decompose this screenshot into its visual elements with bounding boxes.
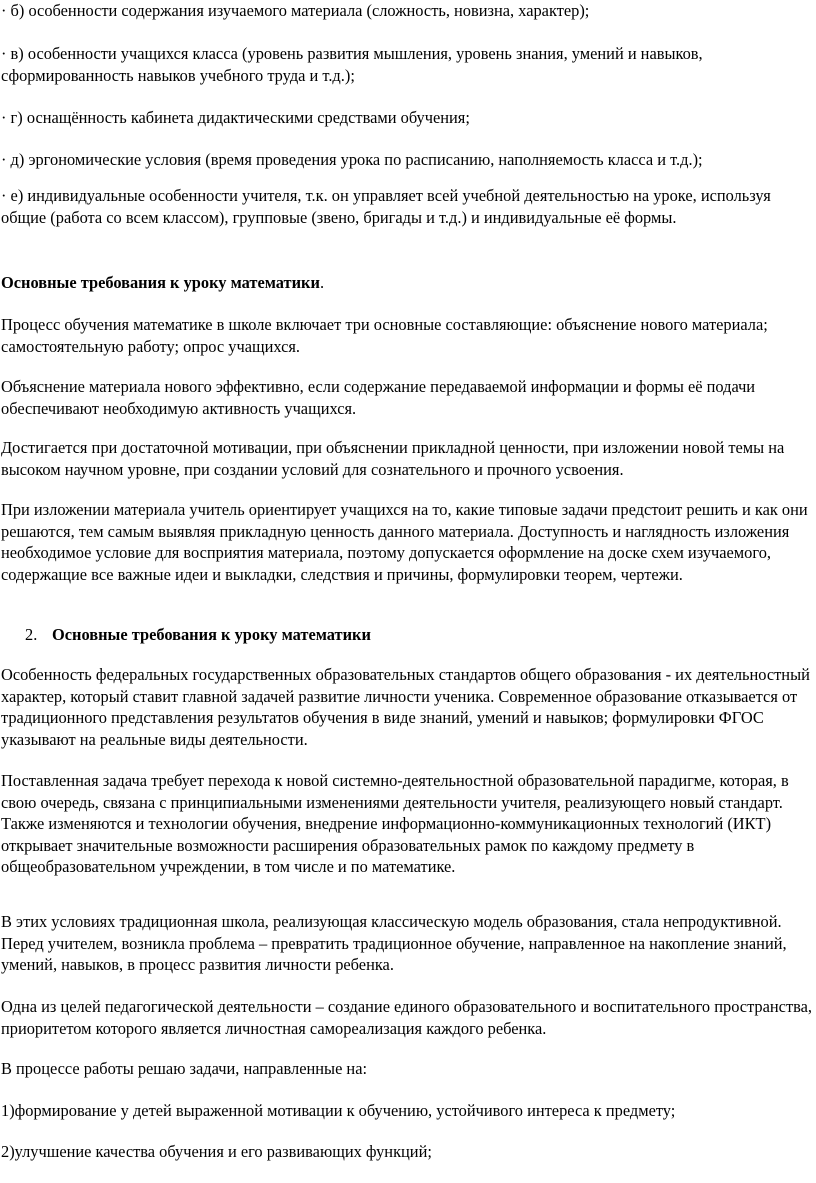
paragraph-motivation: Достигается при достаточной мотивации, при объяснении прикладной ценности, при изложении новой темы на высоком научном уровне, при создании условий для сознательного и прочного усвоения. [1, 438, 785, 479]
paragraph-explanation: Объяснение материала нового эффективно, если содержание передаваемой информации и формы её подачи обеспечивают необходимую активность учащихся. [1, 377, 756, 418]
section-heading-2-number: 2. [25, 625, 38, 644]
paragraph-pedagogical-goal: Одна из целей педагогической деятельности – создание единого образовательного и воспитательного пространства, приоритетом которого является личностная самореализация каждого ребенка. [1, 997, 813, 1038]
section-heading-2-text: Основные требования к уроку математики [52, 625, 371, 644]
list-item-v: · в) особенности учащихся класса (уровень развития мышления, уровень знания, умений и навыков, сформированность навыков учебного труда и т.д.); [1, 44, 703, 85]
section-heading-2 [25, 624, 805, 646]
task-item-1: 1)формирование у детей выраженной мотивации к обучению, устойчивого интереса к предмету; [1, 1101, 676, 1120]
section-heading-1 [1, 272, 813, 294]
task-item-2: 2)улучшение качества обучения и его развивающих функций; [1, 1142, 432, 1161]
list-item-d: · д) эргономические условия (время проведения урока по расписанию, наполняемость класса и т.д.); [1, 150, 703, 169]
list-item-b: · б) особенности содержания изучаемого материала (сложность, новизна, характер); [1, 1, 590, 20]
paragraph-paradigm: Поставленная задача требует перехода к новой системно-деятельностной образовательной парадигме, которая, в свою очередь, связана с принципиальными изменениями деятельности учителя, реализующего новый стандарт. Также изменяются и технологии обучения, внедрение информационно-коммуникационных технологий (ИКТ) открывает значительные возможности расширения образовательных рамок по каждому предмету в общеобразовательном учреждении, в том числе и по математике. [1, 771, 789, 876]
section-heading-1-period: . [319, 273, 325, 292]
list-item-g: · г) оснащённость кабинета дидактическими средствами обучения; [1, 108, 470, 127]
paragraph-process: Процесс обучения математике в школе включает три основные составляющие: объяснение нового материала; самостоятельную работу; опрос учащихся. [1, 315, 768, 356]
paragraph-tasks-intro: В процессе работы решаю задачи, направленные на: [1, 1059, 368, 1078]
paragraph-fgos: Особенность федеральных государственных образовательных стандартов общего образования - их деятельностный характер, который ставит главной задачей развитие личности ученика. Современное образование отказывается от традиционного представления результатов обучения в виде знаний, умений и навыков; формулировки ФГОС указывают на реальные виды деятельности. [1, 665, 810, 749]
section-heading-1-text: Основные требования к уроку математики [1, 273, 320, 292]
paragraph-presentation: При изложении материала учитель ориентирует учащихся на то, какие типовые задачи предстоит решить и как они решаются, тем самым выявляя прикладную ценность данного материала. Доступность и наглядность изложения необходимое условие для восприятия материала, поэтому допускается оформление на доске схем изучаемого, содержащие все важные идеи и выкладки, следствия и причины, формулировки теорем, чертежи. [1, 500, 808, 584]
list-item-e: · е) индивидуальные особенности учителя, т.к. он управляет всей учебной деятельностью на уроке, используя общие (работа со всем классом), групповые (звено, бригады и т.д.) и индивидуальные её формы. [1, 186, 771, 227]
paragraph-traditional-school: В этих условиях традиционная школа, реализующая классическую модель образования, стала непродуктивной. Перед учителем, возникла проблема – превратить традиционное обучение, направленное на накопление знаний, умений, навыков, в процесс развития личности ребенка. [1, 912, 787, 974]
